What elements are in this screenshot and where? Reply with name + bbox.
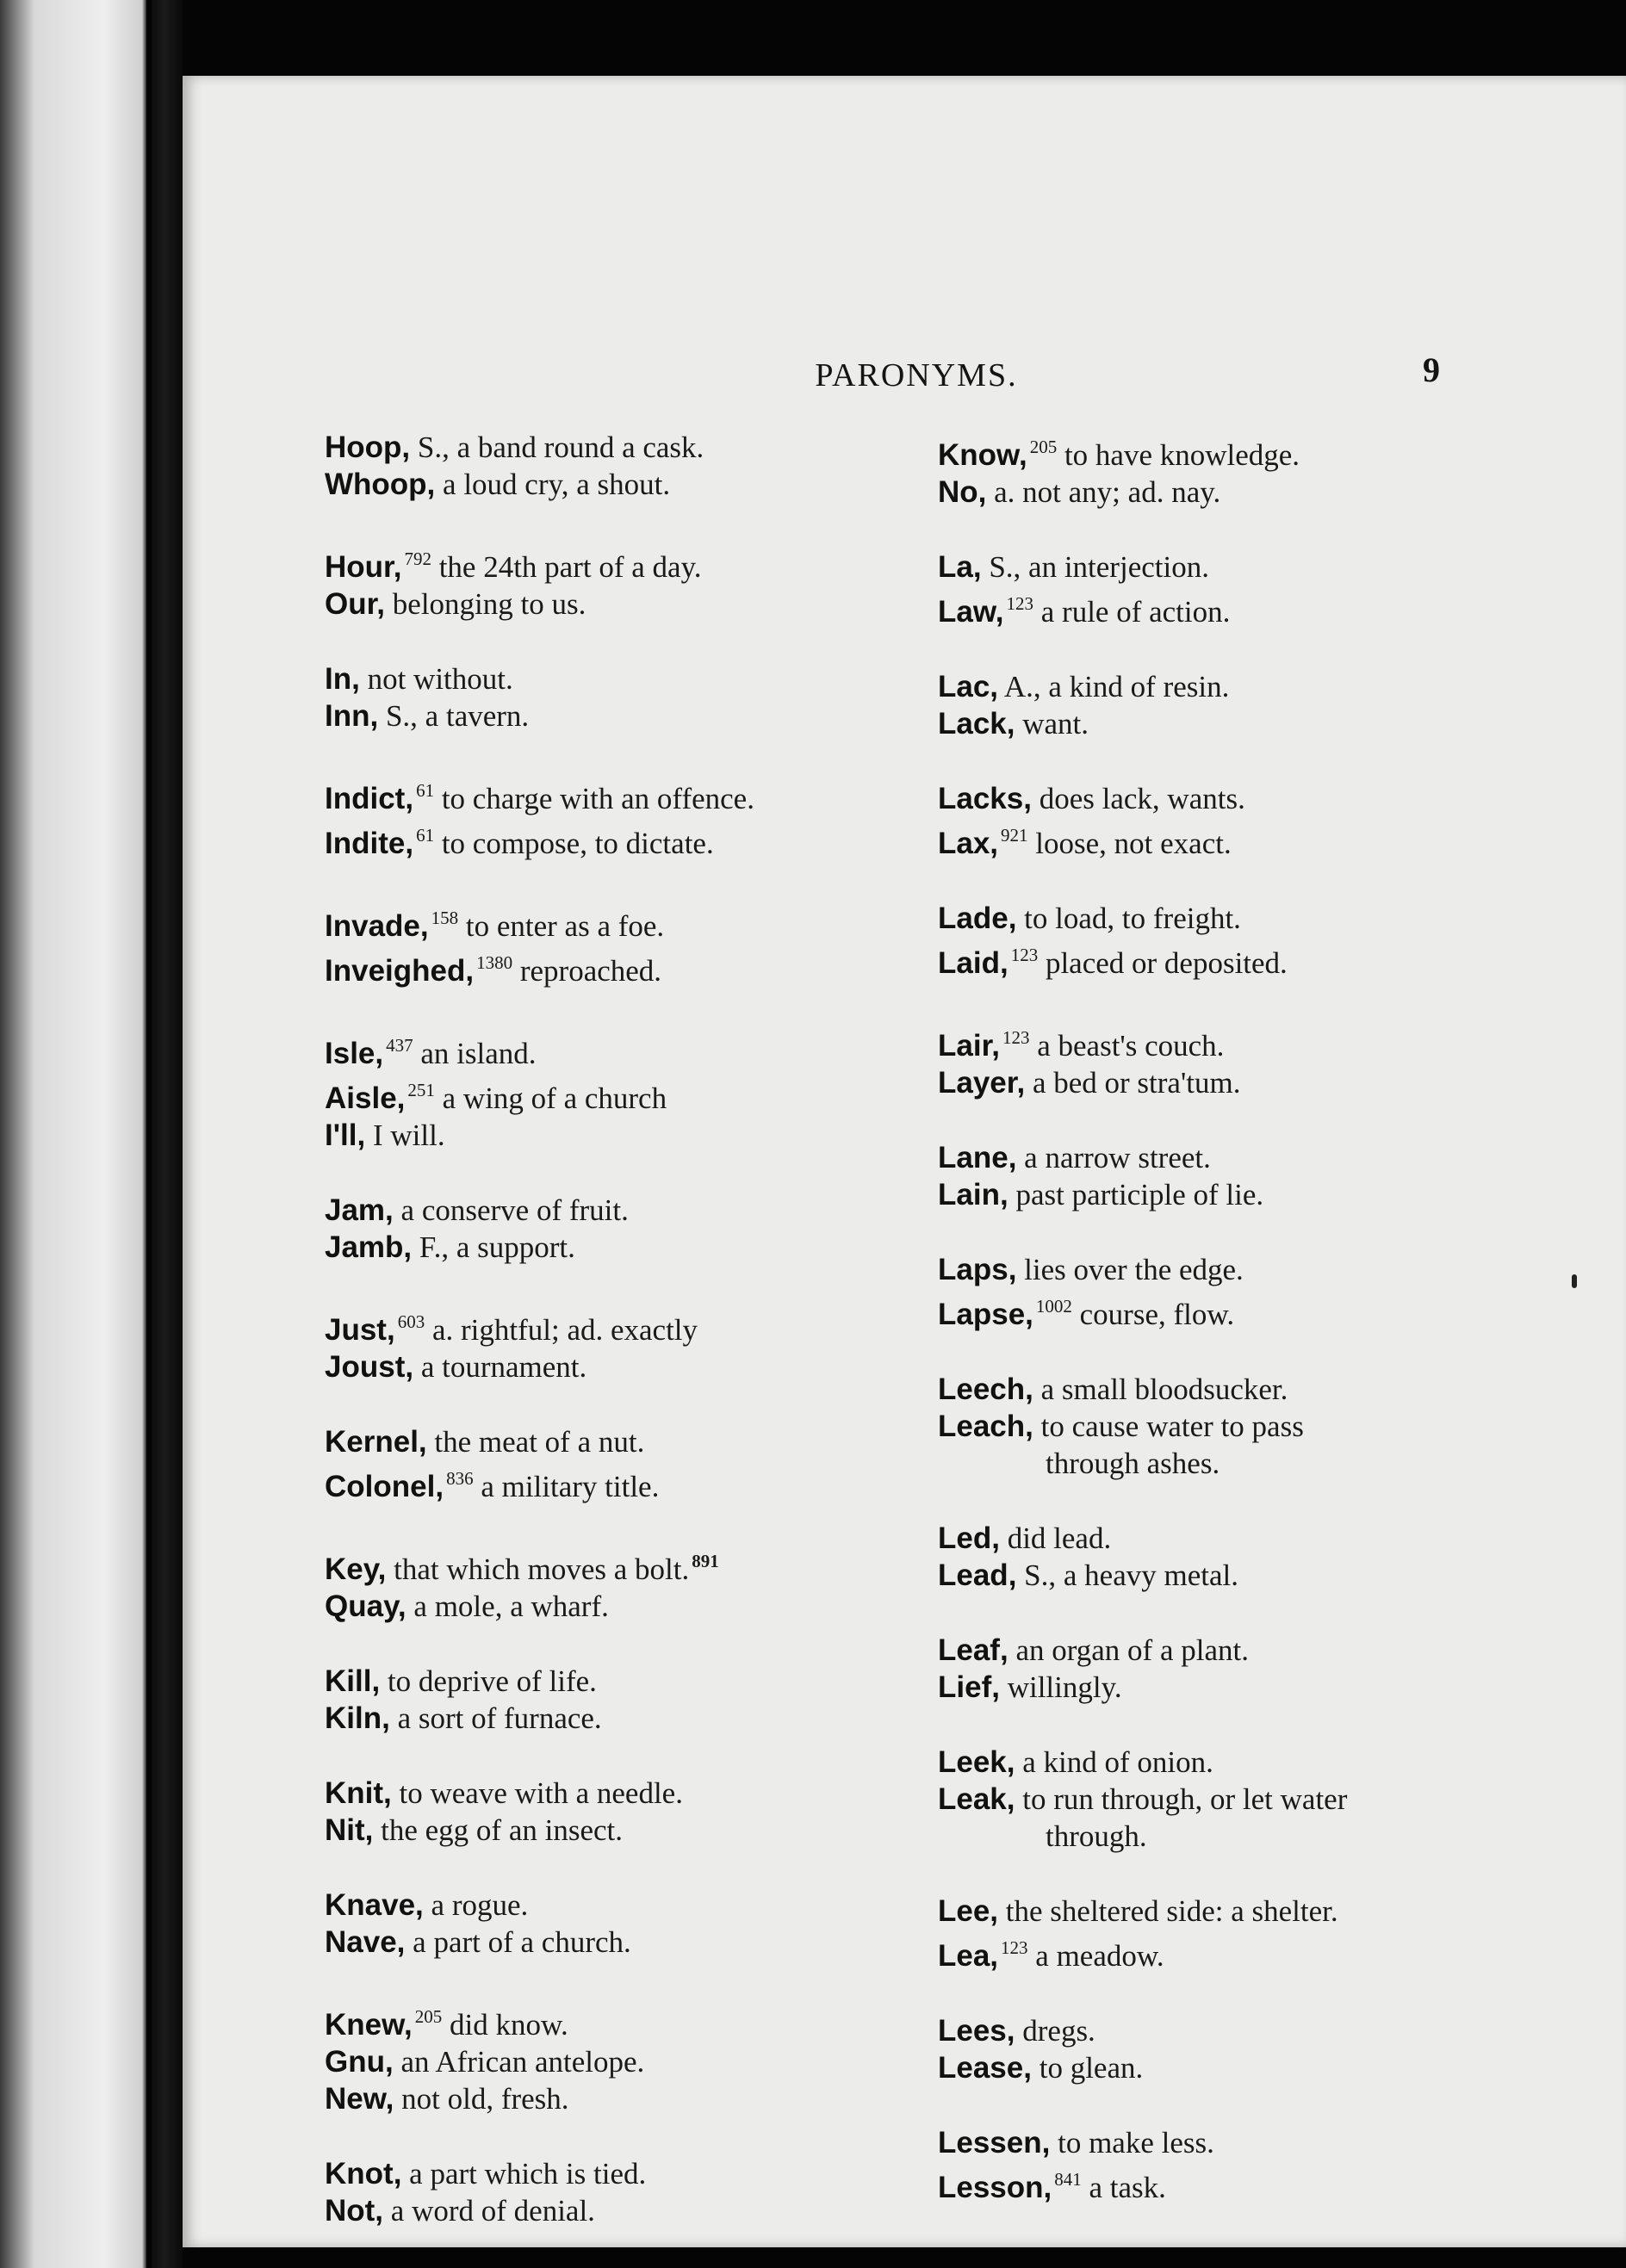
dictionary-entry [938,1288,1610,1333]
headword: Hoop, [325,431,411,464]
definition: S., a band round a cask. [417,431,704,464]
reference-number: 123 [1002,1027,1030,1048]
definition: a kind of onion. [1022,1745,1213,1779]
reference-number: 836 [446,1468,474,1489]
headword: Our, [325,587,386,621]
headword: Lac, [938,670,999,703]
headword: Hour, [325,550,402,584]
dictionary-entry [325,1423,928,1460]
dictionary-entry [325,1812,928,1849]
dictionary-entry [325,1663,928,1700]
definition: to glean. [1039,2051,1144,2085]
definition: to compose, to dictate. [441,827,714,860]
headword: Gnu, [325,2045,394,2079]
entry-group [938,1371,1610,1482]
dictionary-entry [325,1775,928,1812]
dictionary-entry [938,2012,1610,2049]
headword: Lain, [938,1178,1008,1211]
dictionary-entry [325,586,928,623]
headword: Lack, [938,707,1015,741]
headword: Knave, [325,1888,424,1922]
definition: an organ of a plant. [1015,1633,1249,1667]
book-spine [152,0,183,2268]
headword: Invade, [325,909,429,943]
definition: a wing of a church [442,1081,667,1115]
definition: course, flow. [1079,1298,1235,1331]
definition: the sheltered side: a shelter. [1005,1894,1338,1928]
dictionary-entry [938,548,1610,586]
definition: want. [1022,707,1089,741]
definition: a meadow. [1035,1939,1164,1973]
definition: did know. [450,2008,568,2042]
reference-number: 123 [1010,945,1039,965]
headword: Joust, [325,1350,414,1384]
definition: a rule of action. [1040,595,1231,629]
headword: Lair, [938,1029,1000,1063]
entry-group [938,2124,1610,2206]
entry-group [325,1775,928,1849]
dictionary-entry [325,1887,928,1924]
dictionary-entry [938,1930,1610,1974]
definition: a beast's couch. [1037,1029,1225,1063]
headword: Laid, [938,946,1008,980]
headword: Lee, [938,1894,999,1928]
entry-group [325,541,928,623]
headword: Lea, [938,1939,999,1973]
definition: a bed or stra'tum. [1032,1066,1241,1100]
definition: a sort of furnace. [397,1701,602,1735]
dictionary-entry [325,817,928,862]
definition: does lack, wants. [1039,782,1245,815]
definition: S., a heavy metal. [1024,1558,1238,1592]
definition: a part which is tied. [409,2157,647,2191]
definition: to weave with a needle. [399,1776,683,1810]
headword: Leech, [938,1373,1033,1406]
definition: through. [1046,1819,1147,1853]
headword: Aisle, [325,1081,406,1115]
scan-speck [1572,1274,1577,1288]
definition: past participle of lie. [1015,1178,1264,1211]
headword: Whoop, [325,468,436,501]
headword: Lead, [938,1558,1017,1592]
dictionary-entry [938,1781,1610,1818]
page-number: 9 [1423,350,1440,389]
entry-group [325,1543,928,1625]
headword: Nit, [325,1813,374,1847]
headword: Inn, [325,699,379,733]
dictionary-entry [325,2080,928,2117]
headword: Law, [938,595,1004,629]
entry-group [938,1520,1610,1594]
dictionary-entry [938,817,1610,862]
headword: Lease, [938,2051,1032,2085]
headword: Indict, [325,782,414,815]
dictionary-entry [938,1520,1610,1557]
entry-group [938,1744,1610,1855]
entry-group [325,1027,928,1154]
facing-page-edge [0,0,146,2268]
headword: La, [938,550,982,584]
definition: placed or deposited. [1045,946,1288,980]
entry-group [938,780,1610,862]
left-column [325,429,928,2267]
right-column [938,429,1610,2244]
dictionary-entry [938,668,1610,705]
definition: to run through, or let water [1022,1782,1348,1816]
reference-number: 61 [416,825,435,846]
headword: Lade, [938,902,1017,935]
headword: Leaf, [938,1633,1008,1667]
headword: Jam, [325,1193,394,1227]
dictionary-entry [325,1192,928,1229]
dictionary-entry [938,2124,1610,2161]
headword: Leek, [938,1745,1015,1779]
dictionary-entry [325,1027,928,1072]
dictionary-entry [325,1348,928,1385]
entry-group [325,772,928,862]
entry-group [325,2155,928,2229]
page-title: PARONYMS. [815,357,1018,393]
definition: a small bloodsucker. [1040,1373,1288,1406]
headword: I'll, [325,1119,366,1152]
reference-number: 1002 [1035,1296,1072,1317]
definition: a part of a church. [413,1925,631,1959]
dictionary-entry [325,1460,928,1505]
definition: lies over the edge. [1024,1253,1244,1286]
definition: did lead. [1007,1521,1112,1555]
dictionary-entry [938,1176,1610,1213]
headword: Leach, [938,1410,1033,1443]
dictionary-entry [325,1304,928,1348]
dictionary-entry [938,1557,1610,1594]
dictionary-entry [325,1998,928,2043]
headword: Layer, [938,1066,1026,1100]
definition: S., an interjection. [989,550,1209,584]
dictionary-entry [325,2192,928,2229]
definition: belonging to us. [392,587,586,621]
dictionary-entry [938,780,1610,817]
headword: New, [325,2082,394,2116]
dictionary-entry [938,1632,1610,1669]
headword: Isle, [325,1037,384,1070]
reference-number: 123 [1001,1937,1028,1958]
headword: Not, [325,2194,384,2228]
dictionary-entry [938,2161,1610,2206]
entry-group [938,2012,1610,2086]
dictionary-entry [325,429,928,466]
dictionary-entry [938,1371,1610,1408]
reference-number: 437 [386,1035,413,1056]
entry-group [938,1632,1610,1706]
definition: a. not any; ad. nay. [994,475,1221,509]
headword: Quay, [325,1589,406,1623]
definition: a word of denial. [390,2194,595,2228]
dictionary-entry [938,937,1610,982]
definition: the egg of an insect. [381,1813,624,1847]
entry-group [325,1998,928,2117]
headword: Lesson, [938,2171,1052,2204]
dictionary-entry [938,586,1610,630]
definition: an island. [420,1037,537,1070]
entry-group [325,1192,928,1266]
reference-number: 205 [1029,437,1058,457]
headword: Lief, [938,1670,1000,1704]
headword: Lees, [938,2014,1015,2048]
entry-group [325,1663,928,1737]
dictionary-entry [325,2155,928,2192]
dictionary-entry [325,697,928,734]
definition: to make less. [1058,2126,1214,2160]
entry-group [938,668,1610,742]
definition: a rogue. [431,1888,529,1922]
entry-group [325,1887,928,1961]
definition-continuation [938,1445,1610,1482]
dictionary-entry [938,2049,1610,2086]
dictionary-entry [938,1893,1610,1930]
headword: Kill, [325,1664,381,1698]
dictionary-entry [325,1229,928,1266]
definition: to have knowledge. [1064,438,1300,472]
headword: Knot, [325,2157,402,2191]
entry-group [325,900,928,989]
definition: a conserve of fruit. [400,1193,629,1227]
entry-group [325,1423,928,1505]
dictionary-entry [325,1700,928,1737]
dictionary-entry [938,900,1610,937]
entry-group [938,1893,1610,1974]
entry-group [938,1019,1610,1101]
headword: Inveighed, [325,954,475,988]
definition: a tournament. [420,1350,587,1384]
entry-group [325,429,928,503]
headword: Knit, [325,1776,392,1810]
reference-number: 1380 [476,952,513,973]
reference-number: 792 [404,548,431,569]
definition: S., a tavern. [385,699,530,733]
definition: a narrow street. [1024,1141,1211,1174]
definition: to charge with an offence. [441,782,754,815]
dictionary-entry [325,2043,928,2080]
definition: I will. [372,1119,445,1152]
definition: F., a support. [419,1230,575,1264]
reference-number: 921 [1001,825,1028,846]
headword: Lacks, [938,782,1032,815]
definition: reproached. [519,954,662,988]
definition: to cause water to pass [1040,1410,1304,1443]
headword: Key, [325,1552,387,1586]
reference-number: 158 [431,908,459,928]
headword: Jamb, [325,1230,413,1264]
dictionary-entry [325,900,928,945]
definition: the 24th part of a day. [438,550,702,584]
dictionary-entry [938,1139,1610,1176]
definition: to deprive of life. [387,1664,597,1698]
dictionary-entry [325,1543,928,1588]
definition: a mole, a wharf. [413,1589,609,1623]
definition-continuation [938,1818,1610,1855]
headword: Indite, [325,827,414,860]
definition: an African antelope. [400,2045,645,2079]
dictionary-entry [325,772,928,817]
entry-group [325,660,928,734]
reference-number: 61 [416,780,435,801]
reference-number: 251 [407,1080,435,1100]
dictionary-entry [325,1117,928,1154]
dictionary-entry [325,1588,928,1625]
dictionary-entry [938,1669,1610,1706]
headword: Colonel, [325,1470,444,1503]
dictionary-entry [325,945,928,989]
dictionary-entry [938,1019,1610,1064]
headword: Leak, [938,1782,1015,1816]
headword: In, [325,662,360,696]
reference-number: 123 [1006,593,1033,614]
entry-group [938,900,1610,982]
headword: Kernel, [325,1425,427,1459]
dictionary-entry [325,1924,928,1961]
definition: the meat of a nut. [434,1425,645,1459]
entry-group [938,429,1610,511]
headword: No, [938,475,987,509]
dictionary-entry [325,1072,928,1117]
headword: Lax, [938,827,999,860]
book-page [183,76,1626,2247]
definition: a. rightful; ad. exactly [431,1313,698,1347]
reference-number: 891 [692,1551,719,1571]
reference-number: 603 [397,1311,425,1332]
definition: not old, fresh. [401,2082,569,2116]
definition: a loud cry, a shout. [443,468,671,501]
dictionary-entry [938,429,1610,474]
definition: dregs. [1022,2014,1095,2048]
definition: willingly. [1007,1670,1122,1704]
dictionary-entry [938,1064,1610,1101]
reference-number: 841 [1054,2169,1082,2190]
definition: through ashes. [1046,1447,1220,1480]
dictionary-entry [938,1251,1610,1288]
headword: Know, [938,438,1027,472]
headword: Led, [938,1521,1000,1555]
entry-group [938,1251,1610,1333]
headword: Lessen, [938,2126,1051,2160]
headword: Lapse, [938,1298,1033,1331]
entry-group [938,548,1610,630]
definition: a task. [1089,2171,1166,2204]
headword: Nave, [325,1925,406,1959]
headword: Laps, [938,1253,1017,1286]
dictionary-entry [938,474,1610,511]
dictionary-entry [938,1408,1610,1445]
headword: Knew, [325,2008,413,2042]
definition: not without. [367,662,513,696]
definition: a military title. [481,1470,660,1503]
entry-group [325,1304,928,1385]
headword: Kiln, [325,1701,390,1735]
headword: Lane, [938,1141,1017,1174]
entry-group [938,1139,1610,1213]
reference-number: 205 [414,2006,443,2027]
dictionary-entry [325,541,928,586]
dictionary-entry [938,1744,1610,1781]
headword: Just, [325,1313,395,1347]
dictionary-entry [325,660,928,697]
definition: loose, not exact. [1035,827,1232,860]
dictionary-entry [325,466,928,503]
definition: A., a kind of resin. [1003,670,1230,703]
definition: to load, to freight. [1024,902,1241,935]
dictionary-entry [938,705,1610,742]
definition: that which moves a bolt. [394,1552,690,1586]
definition: to enter as a foe. [465,909,665,943]
